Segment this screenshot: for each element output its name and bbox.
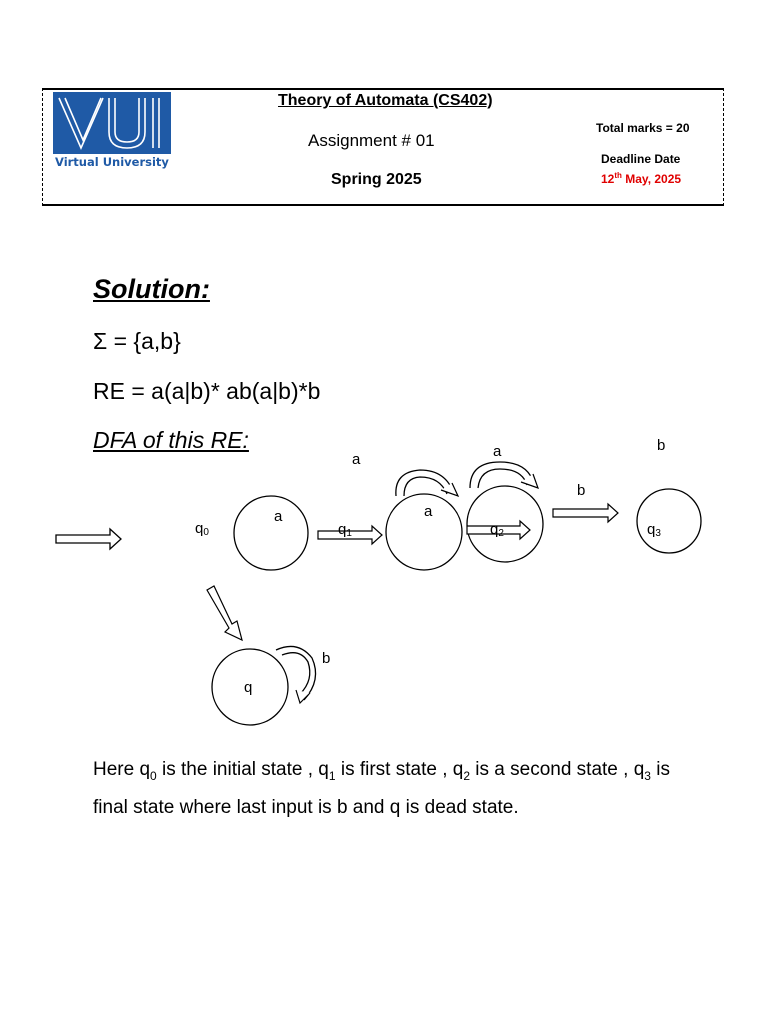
arrow-q2-q3 bbox=[553, 504, 618, 522]
explanation-paragraph: Here $q_0$ is the initial state , $q_1$ is first state , $q_2$ is a second state , $q_3$ is final state where last input is b and q is dead state. bbox=[93, 759, 670, 818]
loop-q2 bbox=[470, 462, 534, 488]
assignment-number: Assignment # 01 bbox=[308, 131, 435, 150]
state-q2 bbox=[467, 486, 543, 562]
course-title: Theory of Automata (CS402) bbox=[278, 92, 493, 109]
label-q0: q0 bbox=[195, 520, 209, 538]
logo-caption: Virtual University bbox=[55, 155, 169, 169]
dfa-heading: DFA of this RE: bbox=[93, 427, 249, 453]
solution-heading: Solution: bbox=[93, 274, 210, 304]
alphabet-definition: Σ = {a,b} bbox=[93, 328, 181, 354]
total-marks: Total marks = 20 bbox=[596, 121, 690, 135]
label-q1: q1 bbox=[338, 521, 352, 539]
semester: Spring 2025 bbox=[331, 171, 422, 188]
deadline-suffix: th bbox=[614, 171, 622, 180]
label-q3-b: b bbox=[657, 437, 666, 454]
label-q2-loop-a: a bbox=[493, 443, 502, 460]
arrow-q0-dead bbox=[207, 586, 242, 640]
deadline-rest: May, 2025 bbox=[621, 172, 682, 186]
label-q1-loop-a: a bbox=[424, 503, 433, 520]
label-dead: q bbox=[244, 679, 253, 696]
state-q0 bbox=[234, 496, 308, 570]
start-arrow bbox=[56, 529, 121, 549]
deadline-label: Deadline Date bbox=[601, 152, 681, 166]
label-dead-b: b bbox=[322, 650, 331, 667]
regular-expression: RE = a(a|b)* ab(a|b)*b bbox=[93, 378, 321, 404]
label-q3: q3 bbox=[647, 521, 661, 539]
label-q1-top-a: a bbox=[352, 451, 361, 468]
deadline-day: 12 bbox=[601, 172, 615, 186]
label-q2: q2 bbox=[490, 521, 504, 539]
label-q0-a: a bbox=[274, 508, 283, 525]
label-q2-q3-b: b bbox=[577, 482, 586, 499]
